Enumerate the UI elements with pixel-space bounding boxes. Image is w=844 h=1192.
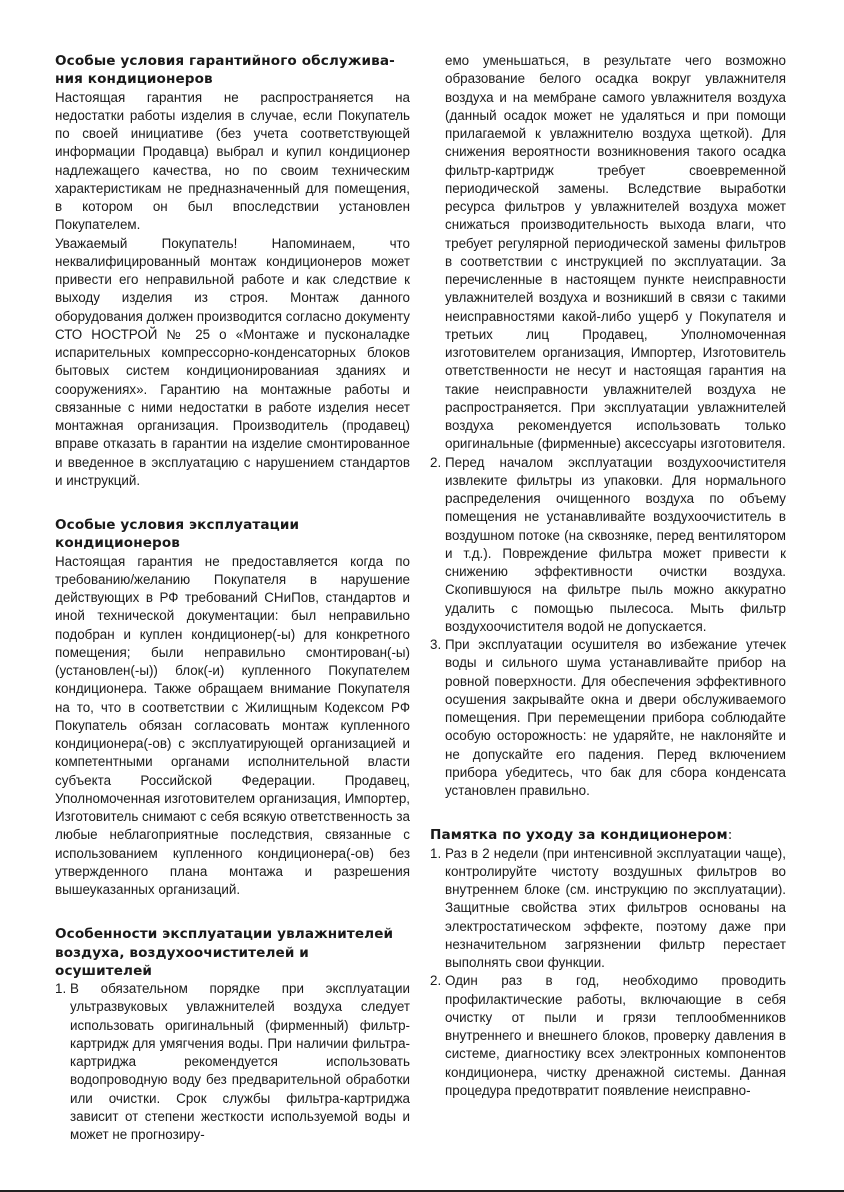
list-item-number: 1. <box>55 981 67 996</box>
list-item-number: 1. <box>430 845 442 861</box>
list-item-text: Перед началом эксплуатации воздухоочистителя извлеките фильтры из упаковки. Для нормального распределения очищенного воздуха по объему помещения не устанавливайте воздухоочиститель в воздушном потоке (на сквозняке, перед вентилятором и т.д.). Повреждение фильтра может привести к снижению эффективности очистки воздуха. Скопившуюся на фильтре пыль можно аккуратно удалить с помощью пылесоса. Мыть фильтр воздухоочистителя водой не допускается. <box>445 454 786 634</box>
list-item-text: Один раз в год, необходимо проводить профилактические работы, включающие в себя очистку от пыли и грязи теплообменников внутреннего и внешнего блоков, проверку давления в системе, диагностику всех электронных компонентов кондиционера, чистку дренажной системы. Данная процедура предотвратит появление неисправно- <box>445 973 786 1098</box>
section-title-warranty-service: Особые условия гарантийного обслужива-ния кондиционеров <box>55 53 395 88</box>
list-item-text: Раз в 2 недели (при интенсивной эксплуатации чаще), контролируйте чистоту воздушных фильтров во внутреннем блоке (см. инструкцию по эксплуатации). Защитные свойства этих фильтров основаны на электростатическом эффекте, поэтому даже при незначительном загрязнении фильтр перестает выполнять свои функции. <box>445 845 786 970</box>
list-item-text: В обязательном порядке при эксплуатации ультразвуковых увлажнителей воздуха следует использовать оригинальный (фирменный) фильтр-картридж для умягчения воды. При наличии фильтра-картриджа рекомендуется использовать водопроводную воду без предварительной обработки или очистки. Срок службы фильтра-картриджа зависит от степени жесткости используемой воды и может не прогнозиру- <box>70 981 410 1142</box>
list-item <box>430 636 786 800</box>
list-item <box>430 845 786 973</box>
device-list <box>430 454 786 801</box>
list-item <box>430 972 786 1100</box>
list-item-number: 3. <box>430 637 442 652</box>
left-column <box>55 52 410 1144</box>
list-item <box>55 980 410 1144</box>
right-column <box>430 52 786 1100</box>
section-title-humidifiers: Особенности эксплуатации увлажнителей воздуха, воздухоочистителей и осушителей <box>55 926 394 979</box>
list-item <box>430 454 786 637</box>
paragraph-installation-notice: Уважаемый Покупатель! Напоминаем, что неквалифицированный монтаж кондиционеров может привести его неправильной работе и как следствие к выходу изделия из строя. Монтаж данного оборудования должен производится согласно документу СТО НОСТРОЙ № 25 о «Монтаже и пусконаладке испарительных компрессорно-конденсаторных блоков бытовых систем кондиционированиая зданиях и сооружениях». Гарантию на монтажные работы и связанные с ними недостатки в работе изделия несет монтажная организация. Производитель (продавец) вправе отказать в гарантии на изделие смонтированное и введенное в эксплуатацию с нарушением стандартов и инструкций. <box>55 235 410 488</box>
section-title-care-memo <box>430 826 786 844</box>
care-memo-title-text: Памятка по уходу за кондиционером <box>430 827 728 844</box>
care-memo-title-colon: : <box>727 827 733 844</box>
list-item-number: 2. <box>430 454 442 470</box>
section-title-operating-conditions: Особые условия эксплуатации кондиционеров <box>55 517 300 552</box>
list-item-text: При эксплуатации осушителя во избежание утечек воды и сильного шума устанавливайте прибор на ровной поверхности. Для обеспечения эффективного осушения закрывайте окна и двери обслуживаемого помещения. При перемещении прибора соблюдайте особую осторожность: не ударяйте, не наклоняйте и не допускайте его падения. Перед включением прибора убедитесь, что бак для сбора конденсата установлен правильно. <box>445 637 786 798</box>
care-memo-list <box>430 845 786 1101</box>
list-item-continued: емо уменьшаться, в результате чего возможно образование белого осадка вокруг увлажнителя воздуха и на мембране самого увлажнителя воздуха (данный осадок может не удаляться и при помощи прилагаемой к увлажнителю воздуха щеткой). Для снижения вероятности возникновения такого осадка фильтр-картридж требует своевременной периодической замены. Вследствие выработки ресурса фильтров у увлажнителей воздуха может снижаться производительность выхода влаги, что требует регулярной периодической замены фильтров в соответствии с инструкцией по эксплуатации. За перечисленные в настоящем пункте неисправности увлажнителей воздуха и возникший в связи с такими неисправностями какой-либо ущерб у Покупателя и третьих лиц Продавец, Уполномоченная изготовителем организация, Импортер, Изготовитель ответственности не несут и настоящая гарантия на такие неисправности увлажнителей воздуха не распространяется. При эксплуатации увлажнителей воздуха рекомендуется использовать только оригинальные (фирменные) аксессуары изготовителя. <box>445 53 786 452</box>
humidifier-list <box>55 980 410 1144</box>
paragraph-warranty-scope: Настоящая гарантия не распространяется на недостатки работы изделия в случае, если Покупатель по своей инициативе (без учета соответствующей информации Продавца) выбрал и купил кондиционер надлежащего качества, но по своим техническим характеристикам не предназначенный для помещения, в котором он был впоследствии установлен Покупателем. <box>55 89 410 233</box>
paragraph-operating-conditions: Настоящая гарантия не предоставляется когда по требованию/желанию Покупателя в нарушение действующих в РФ требований СНиПов, стандартов и иной технической документации: был неправильно подобран и куплен кондиционер(-ы) для конкретного помещения; были неправильно смонтирован(-ы) (установлен(-ы)) блок(-и) купленного Покупателем кондиционера. Также обращаем внимание Покупателя на то, что в соответствии с Жилищным Кодексом РФ Покупатель обязан согласовать монтаж купленного кондиционера(-ов) с эксплуатирующей организацией и компетентными органами исполнительной власти субъекта Российской Федерации. Продавец, Уполномоченная изготовителем организация, Импортер, Изготовитель снимают с себя всякую ответственность за любые неблагоприятные последствия, связанные с использованием купленного кондиционера(-ов) без утвержденного плана монтажа и разрешения вышеуказанных организаций. <box>55 553 410 897</box>
list-item-number: 2. <box>430 973 442 989</box>
